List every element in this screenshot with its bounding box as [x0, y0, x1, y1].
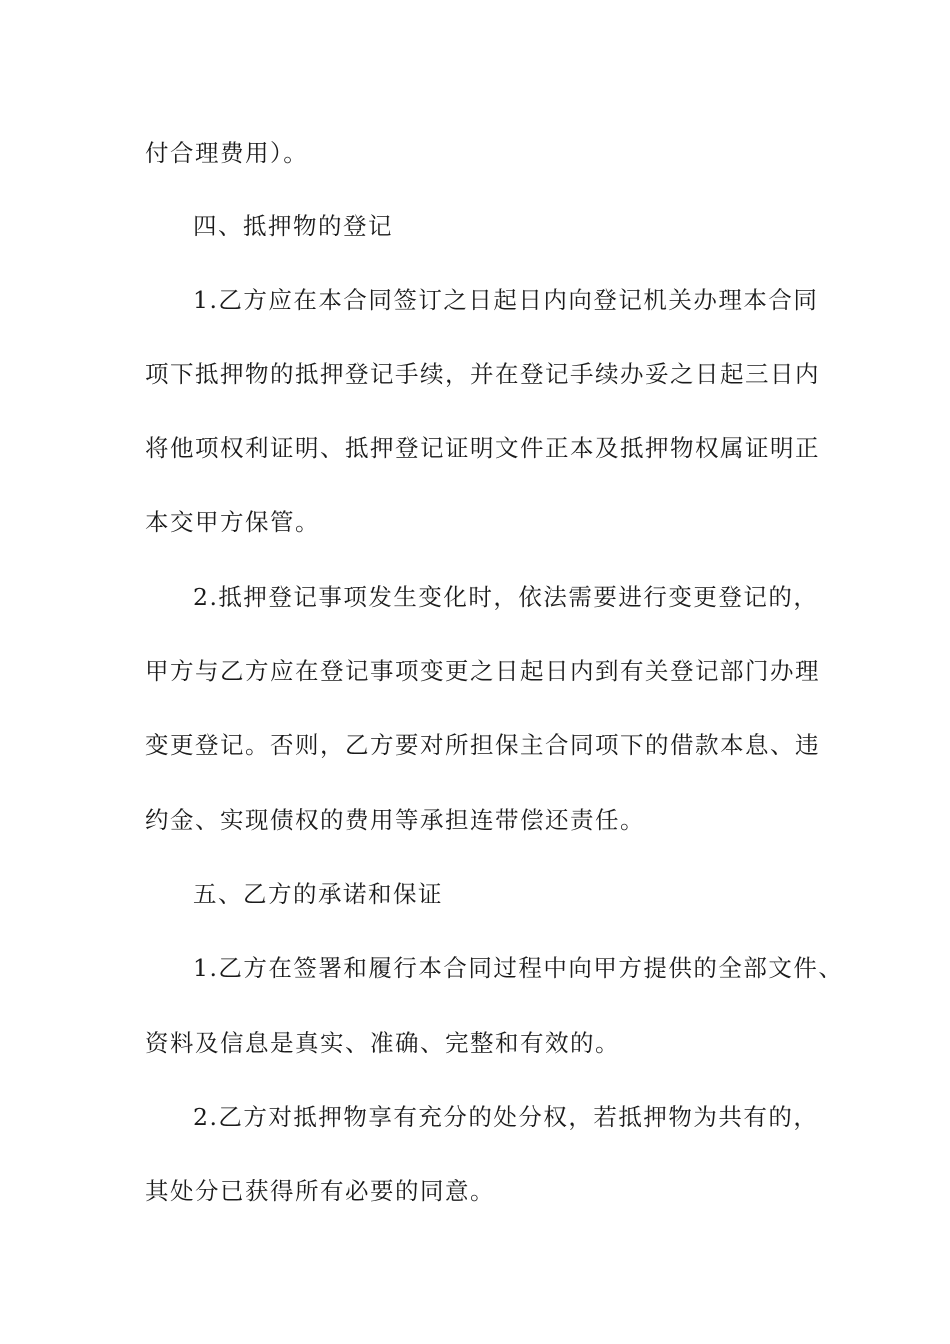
paragraph-line: 变更登记。否则，乙方要对所担保主合同项下的借款本息、违	[145, 731, 820, 759]
paragraph-line: 本交甲方保管。	[145, 508, 320, 536]
paragraph-line: 1.乙方在签署和履行本合同过程中向甲方提供的全部文件、	[193, 954, 844, 982]
paragraph-line: 甲方与乙方应在登记事项变更之日起日内到有关登记部门办理	[145, 657, 820, 685]
section-heading: 四、抵押物的登记	[193, 212, 393, 240]
section-heading: 五、乙方的承诺和保证	[193, 880, 443, 908]
paragraph-line: 资料及信息是真实、准确、完整和有效的。	[145, 1029, 620, 1057]
paragraph-line: 项下抵押物的抵押登记手续，并在登记手续办妥之日起三日内	[145, 360, 820, 388]
paragraph-line: 约金、实现债权的费用等承担连带偿还责任。	[145, 806, 645, 834]
paragraph-line: 将他项权利证明、抵押登记证明文件正本及抵押物权属证明正	[145, 434, 820, 462]
paragraph-line: 1.乙方应在本合同签订之日起日内向登记机关办理本合同	[193, 286, 819, 314]
paragraph-line: 2.抵押登记事项发生变化时，依法需要进行变更登记的，	[193, 583, 819, 611]
paragraph-line: 其处分已获得所有必要的同意。	[145, 1177, 495, 1205]
paragraph-line: 2.乙方对抵押物享有充分的处分权，若抵押物为共有的，	[193, 1103, 819, 1131]
paragraph-line: 付合理费用）。	[145, 139, 309, 167]
